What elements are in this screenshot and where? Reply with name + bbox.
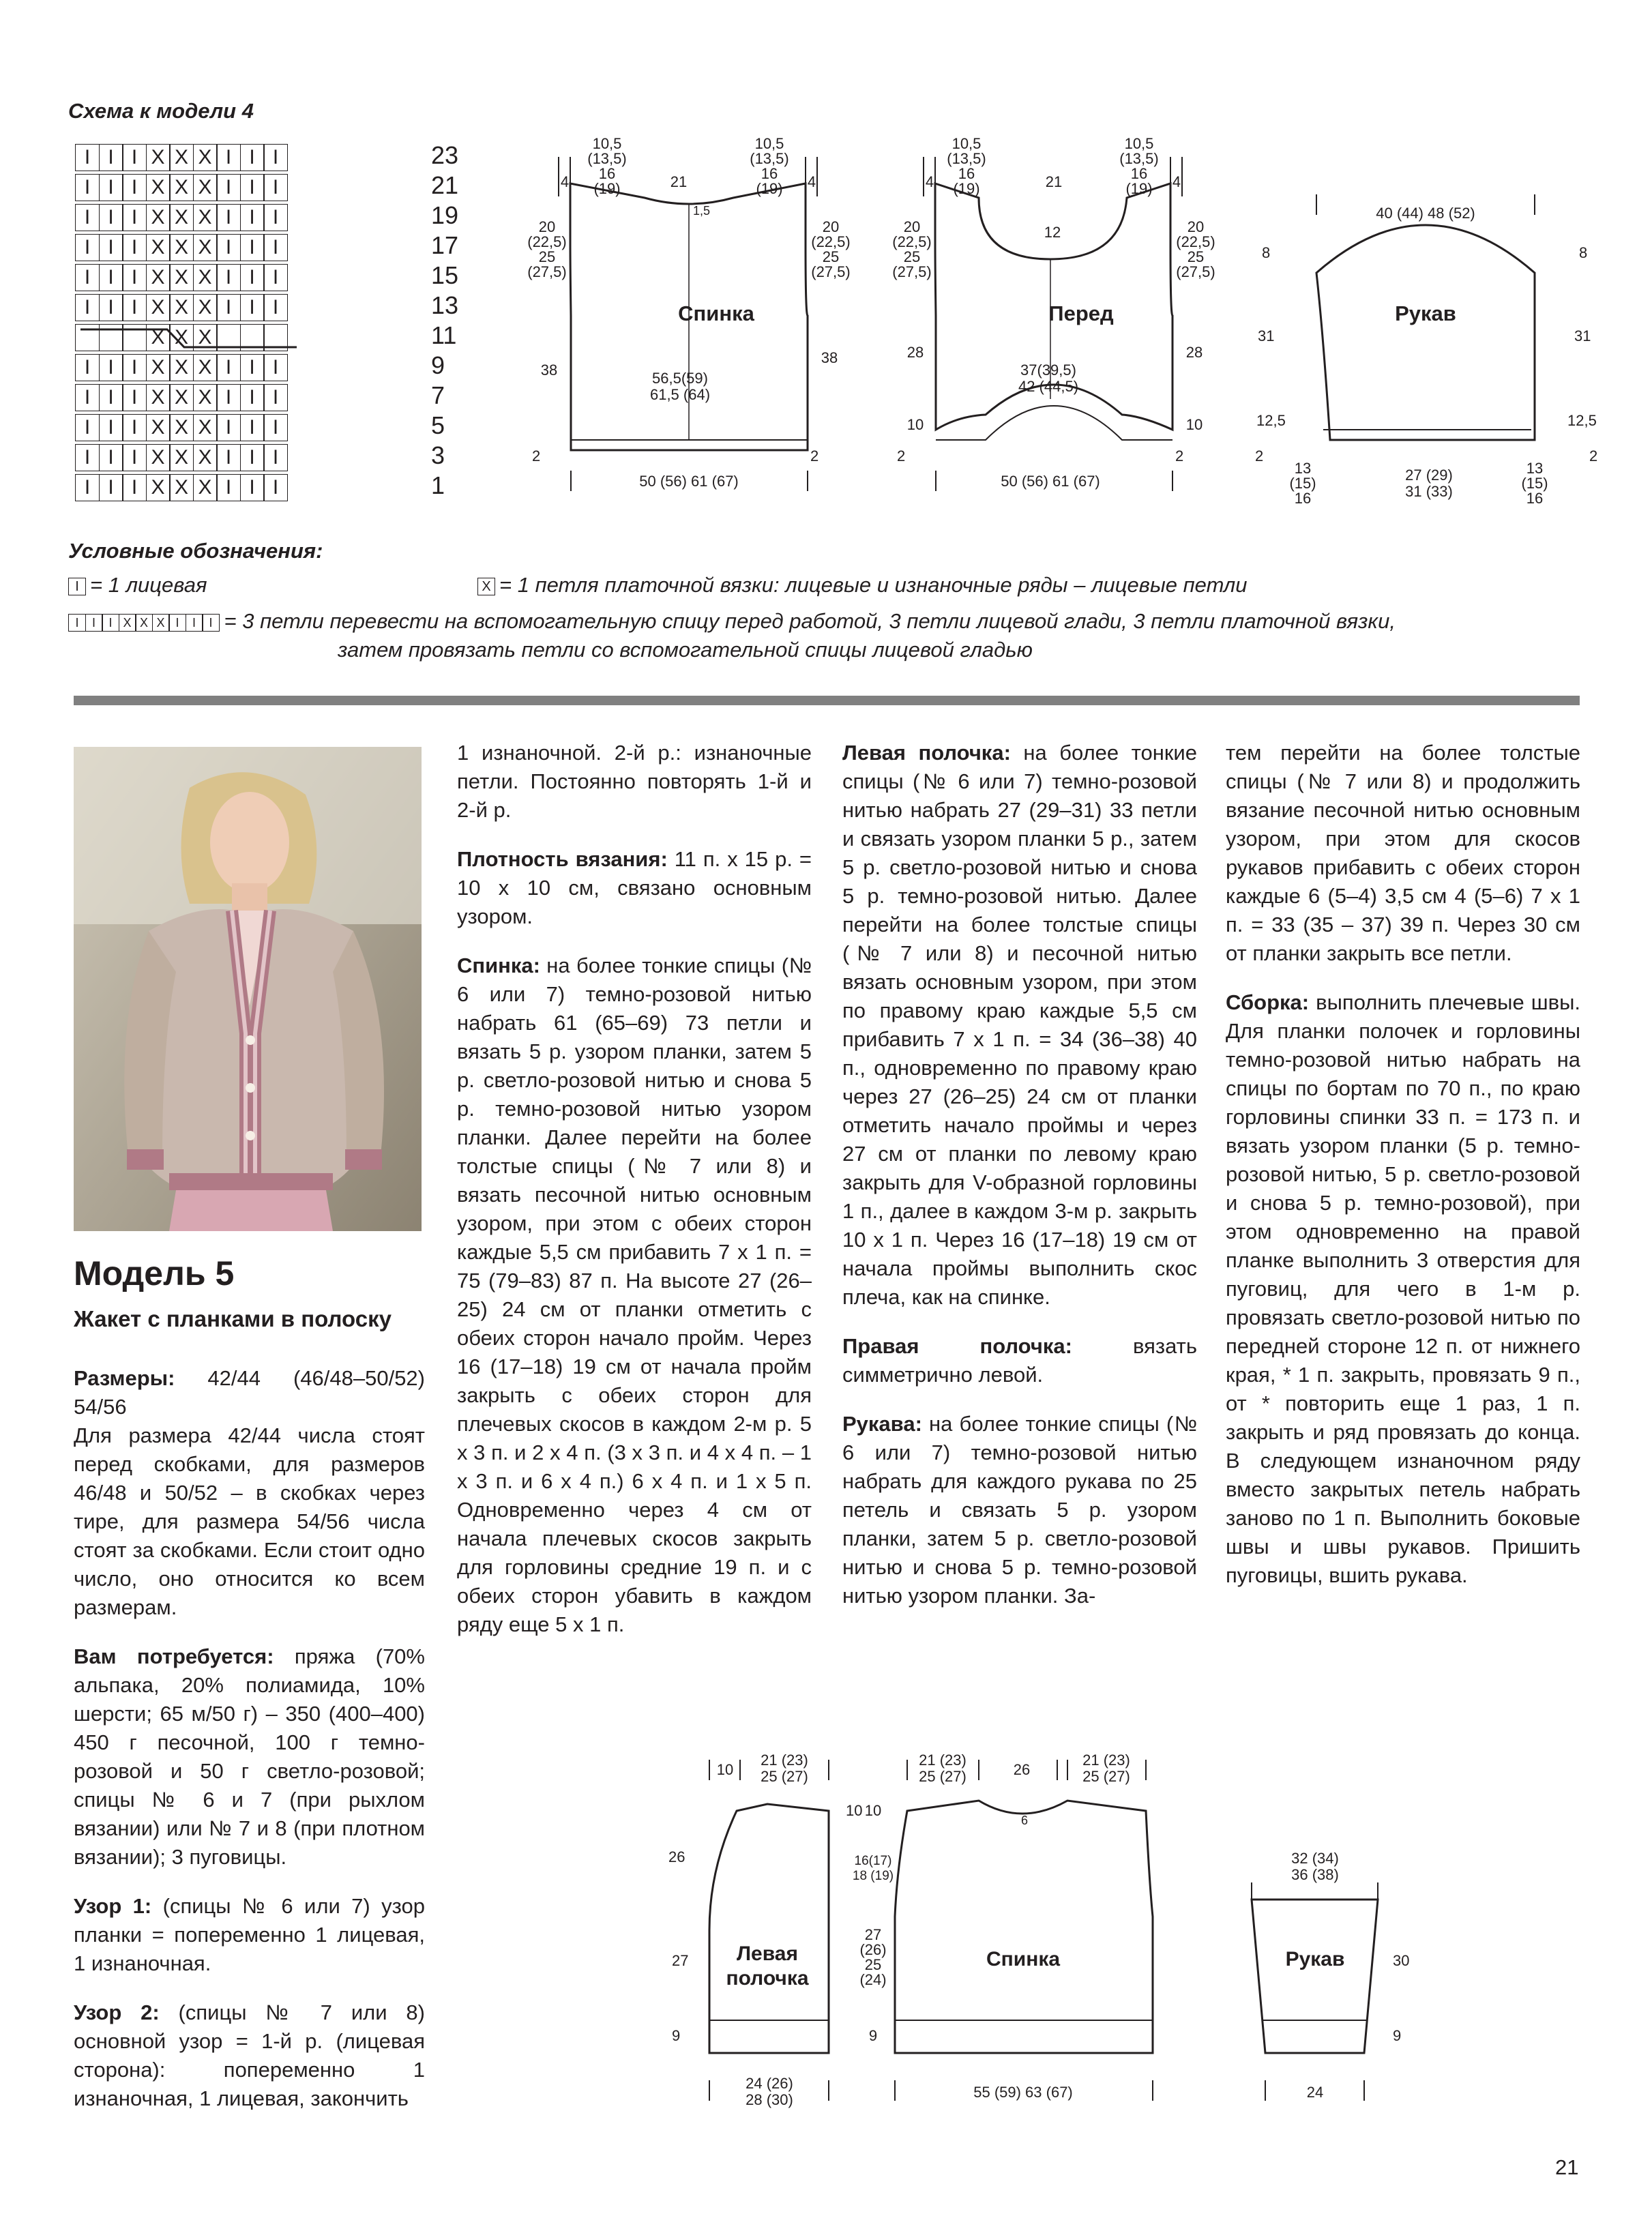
chart-cell: X xyxy=(193,204,218,231)
back5-title: Спинка xyxy=(986,1948,1061,1970)
chart-cell: I xyxy=(122,294,147,321)
back4-arm-r3: 25 xyxy=(822,248,840,265)
front4-mid-2: 42 (44,5) xyxy=(1018,378,1079,395)
chart-row-label: 19 xyxy=(431,201,459,229)
legend-strip-cell: I xyxy=(102,614,119,632)
chart-cell: I xyxy=(75,294,100,321)
chart-cell: I xyxy=(122,264,147,291)
chart-cell: X xyxy=(169,144,194,171)
chart-cell: I xyxy=(122,144,147,171)
chart-row-label: 21 xyxy=(431,171,459,199)
chart-cell: I xyxy=(122,384,147,411)
chart-cell: X xyxy=(193,294,218,321)
chart-row xyxy=(75,294,287,324)
legend-strip-cell: I xyxy=(85,614,103,632)
chart-cell: X xyxy=(146,264,171,291)
chart-cell: X xyxy=(169,234,194,261)
legend-cable xyxy=(68,609,1396,634)
back4-shoulder-1: 10,5 xyxy=(592,135,622,152)
back4-arm-3: 25 xyxy=(538,248,556,265)
front4-arm-3: 25 xyxy=(903,248,921,265)
front4-shoulder-3: 16 xyxy=(958,165,975,182)
back4-side-l: 38 xyxy=(540,361,558,379)
chart-cell: X xyxy=(193,414,218,441)
chart-cell: I xyxy=(216,294,241,321)
model5-patterns xyxy=(655,1746,1446,2128)
chart-cell: I xyxy=(240,264,265,291)
pattern2-label: Узор 2: xyxy=(74,2000,160,2024)
pattern1-label: Узор 1: xyxy=(74,1894,152,1918)
back4-band-r: 2 xyxy=(810,447,819,464)
right-front-label: Правая полочка: xyxy=(842,1334,1072,1358)
chart-cell: X xyxy=(146,354,171,381)
front4-mid-1: 37(39,5) xyxy=(1020,361,1076,379)
sleeve5-band: 9 xyxy=(1393,2027,1402,2044)
lf5-top-w1: 21 (23) xyxy=(761,1752,808,1769)
cable-crossing-line xyxy=(75,324,300,354)
front4-shoulder-r1: 10,5 xyxy=(1124,135,1154,152)
legend-strip-cell: X xyxy=(135,614,153,632)
chart-cell: X xyxy=(146,474,171,501)
chart-cell: X xyxy=(169,414,194,441)
model5-subtitle: Жакет с планками в полоску xyxy=(74,1306,392,1331)
legend-garter xyxy=(477,573,1247,597)
model5-photo xyxy=(74,747,422,1231)
back4-shoulder-4: (19) xyxy=(593,180,621,197)
right-front-text: вязать симметрично левой. xyxy=(842,1334,1197,1387)
legend-strip-cell: I xyxy=(68,614,86,632)
chart-cell: I xyxy=(216,174,241,201)
chart-cell: I xyxy=(263,234,288,261)
need-text: пряжа (70% альпака, 20% полиамида, 10% шерсти; 65 м/50 г) – 350 (400–400) 450 г песочной, 100 г темно-розовой и 50 г светло-розовой; спицы № 6 и 7 (при рыхлом вязании) или № 7 и 8 (при плотном вязании); 3 пуговицы. xyxy=(74,1644,425,1869)
front4-arm-1: 20 xyxy=(903,218,921,235)
legend-cable-text-2: затем провязать петли со вспомогательной спицы лицевой гладью xyxy=(338,638,1033,662)
legend-strip-cell: X xyxy=(152,614,170,632)
chart-cell: X xyxy=(169,294,194,321)
chart-cell: I xyxy=(75,174,100,201)
sleeve4-bs-r1: 13 xyxy=(1526,460,1544,477)
front4-band-l: 2 xyxy=(897,447,906,464)
back-pattern-5 xyxy=(853,1752,1153,2101)
chart-cell: I xyxy=(122,414,147,441)
chart-cell: X xyxy=(146,234,171,261)
chart-cell: X xyxy=(193,234,218,261)
sleeve4-top: 40 (44) 48 (52) xyxy=(1376,205,1475,222)
front4-shoulder-r3: 16 xyxy=(1130,165,1148,182)
chart-cell: I xyxy=(99,204,123,231)
chart-cell: I xyxy=(240,174,265,201)
sizes-label: Размеры: xyxy=(74,1366,175,1390)
back5-neck-depth: 6 xyxy=(1020,1814,1029,1827)
pattern2-continuation: 1 изнаночной. 2-й р.: изнаночные петли. Постоянно повторять 1-й и 2-й р. xyxy=(457,741,812,822)
sleeve4-bm1: 27 (29) xyxy=(1405,467,1453,484)
chart-cell: I xyxy=(122,474,147,501)
front4-side-l: 28 xyxy=(906,344,924,361)
chart-cell: I xyxy=(216,264,241,291)
chart-row-label: 17 xyxy=(431,231,459,259)
legend-garter-text: = 1 петля платочной вязки: лицевые и изнаночные ряды – лицевые петли xyxy=(499,573,1248,597)
chart-cell: I xyxy=(216,204,241,231)
chart-cell: I xyxy=(75,144,100,171)
front4-shoulder-2: (13,5) xyxy=(947,150,986,167)
model5-title: Модель 5 xyxy=(74,1254,235,1292)
back5-bottom: 55 (59) 63 (67) xyxy=(973,2084,1073,2101)
chart-row-label: 11 xyxy=(431,321,457,349)
chart-cell: I xyxy=(240,234,265,261)
back5-side-2: (26) xyxy=(859,1941,887,1958)
chart-row xyxy=(75,414,287,444)
front4-shoulder-r4: (19) xyxy=(1125,180,1153,197)
front4-side-r: 28 xyxy=(1185,344,1203,361)
chart-row-label: 13 xyxy=(431,291,459,319)
back4-bottom: 50 (56) 61 (67) xyxy=(639,473,739,490)
chart-cell: X xyxy=(146,204,171,231)
chart-cell: X xyxy=(146,144,171,171)
chart-cell: I xyxy=(122,444,147,471)
sleeve5-bottom: 24 xyxy=(1306,2084,1324,2101)
density-label: Плотность вязания: xyxy=(457,847,668,871)
legend-knit-text: = 1 лицевая xyxy=(90,573,207,597)
chart-cell: X xyxy=(193,444,218,471)
back4-neck-width: 21 xyxy=(670,173,688,190)
knit-symbol: I xyxy=(68,578,86,595)
sleeve4-bm2: 31 (33) xyxy=(1405,483,1453,500)
chart-cell: I xyxy=(263,444,288,471)
need-label: Вам потребуется: xyxy=(74,1644,274,1668)
chart-row xyxy=(75,234,287,264)
knitting-chart xyxy=(75,141,459,504)
front4-drop-l: 4 xyxy=(925,173,934,190)
left-front-label: Левая полочка: xyxy=(842,741,1011,765)
chart-cell: X xyxy=(146,444,171,471)
text-column-2 xyxy=(457,739,812,1659)
lf5-side: 27 xyxy=(672,1952,689,1969)
chart-cell: X xyxy=(146,414,171,441)
legend-strip-cell: I xyxy=(168,614,186,632)
sleeve5-length: 30 xyxy=(1393,1952,1410,1969)
chart-cell: X xyxy=(146,324,171,351)
chart-cell: I xyxy=(122,354,147,381)
sleeve4-bs2: (15) xyxy=(1289,475,1316,492)
front4-arm-r2: (22,5) xyxy=(1176,233,1215,250)
front4-hem-r: 10 xyxy=(1185,416,1203,433)
chart-cell: I xyxy=(99,174,123,201)
text-column-1 xyxy=(74,1364,425,2133)
front4-shoulder-1: 10,5 xyxy=(952,135,982,152)
back4-mid-2: 61,5 (64) xyxy=(649,386,711,403)
sleeve4-len-r: 31 xyxy=(1574,327,1591,344)
chart-row-label: 7 xyxy=(431,381,445,409)
chart-cell: I xyxy=(122,234,147,261)
sleeve4-bs1: 13 xyxy=(1294,460,1312,477)
legend-cable-text-1: = 3 петли перевести на вспомогательную спицу перед работой, 3 петли лицевой глади, 3 петли платочной вязки, xyxy=(224,609,1396,633)
front4-arm-2: (22,5) xyxy=(892,233,932,250)
chart-cell: I xyxy=(75,354,100,381)
chart-cell: I xyxy=(99,264,123,291)
chart-cell: I xyxy=(75,384,100,411)
chart-cell: I xyxy=(216,144,241,171)
chart-cell: I xyxy=(263,174,288,201)
chart-cell: X xyxy=(169,324,194,351)
sleeve4-len-l: 31 xyxy=(1258,327,1275,344)
chart-cell: X xyxy=(169,174,194,201)
chart-row xyxy=(75,264,287,294)
chart-cell: I xyxy=(240,444,265,471)
back-text: на более тонкие спицы (№ 6 или 7) темно-розовой нитью набрать 61 (65–69) 73 петли и вязать 5 р. узором планки, затем 5 р. светло-розовой нитью и снова 5 р. темно-розовой нитью узором планки. Далее перейти на более толстые спицы (№ 7 или 8) и вязать песочной нитью основным узором, при этом с обеих сторон каждые 5,5 см прибавить 7 х 1 п. = 75 (79–83) 87 п. На высоте 27 (26–25) 24 см от планки отметить с обеих сторон начало пройм. Через 16 (17–18) 19 см от начала пройм закрыть с обеих сторон для плечевых скосов в каждом 2-м р. 5 х 3 п. и 2 х 4 п. (3 х 3 п. и 4 х 4 п. – 1 х 3 п. и 6 х 4 п.) 6 х 4 п. и 1 х 5 п. Одновременно через 4 см от начала плечевых скосов закрыть для горловины средние 19 п. и с обеих сторон убавить в каждом ряду еще 5 х 1 п. xyxy=(457,954,812,1636)
chart-row-label: 5 xyxy=(431,411,445,439)
chart-cell: I xyxy=(263,414,288,441)
lf5-top-side: 10 xyxy=(716,1761,734,1778)
back5-band: 9 xyxy=(868,2027,878,2044)
sleeves-label: Рукава: xyxy=(842,1412,922,1436)
back4-shoulder-3: 16 xyxy=(598,165,616,182)
chart-cell: I xyxy=(99,384,123,411)
lf5-shoulder: 10 xyxy=(846,1802,863,1819)
chart-cell: I xyxy=(263,474,288,501)
chart-cell: I xyxy=(99,234,123,261)
front4-band-r: 2 xyxy=(1175,447,1184,464)
chart-cell: I xyxy=(75,264,100,291)
back5-arm-1: 16(17) xyxy=(854,1854,892,1868)
density-text: 11 п. х 15 р. = 10 х 10 см, связано основным узором. xyxy=(457,847,812,928)
chart-cell: X xyxy=(169,264,194,291)
back4-mid-1: 56,5(59) xyxy=(652,370,708,387)
chart-row xyxy=(75,144,287,174)
sleeve4-cap-r: 8 xyxy=(1579,244,1588,261)
chart-cell: X xyxy=(193,144,218,171)
chart-cell: I xyxy=(75,204,100,231)
left-front-text: на более тонкие спицы (№ 6 или 7) темно-розовой нитью набрать 27 (29–31) 33 петли и связать узором планки 5 р., затем 5 р. светло-розовой нитью и снова 5 р. темно-розовой нитью. Далее перейти на более толстые спицы (№ 7 или 8) и песочной нитью вязать основным узором, при этом по правому краю каждые 5,5 см прибавить 7 х 1 п. = 34 (36–38) 40 п., одновременно по правому краю через 27 (26–25) 24 см от планки отметить начало проймы и через 27 см от планки по левому краю закрыть для V-образной горловины 1 п., далее в каждом 3-м р. закрыть 10 х 1 п. Через 16 (17–18) 19 см от начала проймы выполнить скос плеча, как на спинке. xyxy=(842,741,1197,1309)
chart-row-label: 23 xyxy=(431,141,459,169)
chart-cell: I xyxy=(75,414,100,441)
model5-photo-illustration xyxy=(74,747,422,1231)
lf5-title-2: полочка xyxy=(726,1967,809,1990)
back4-drop-l: 4 xyxy=(560,173,570,190)
front4-title: Перед xyxy=(1048,301,1114,325)
lf5-band: 9 xyxy=(672,2027,681,2044)
sizes-text: 42/44 (46/48–50/52) 54/56 xyxy=(74,1366,425,1419)
sleeve-pattern-5 xyxy=(1252,1850,1409,2101)
back4-neck-depth: 1,5 xyxy=(693,204,711,218)
chart-cell: I xyxy=(75,234,100,261)
chart-cell: X xyxy=(193,354,218,381)
sizes-note: Для размера 42/44 числа стоят перед скобками, для размеров 46/48 и 50/52 – в скобках через тире, для размера 54/56 числа стоят за скобками. Если стоит одно число, оно относится ко всем размерам. xyxy=(74,1423,425,1619)
page-number: 21 xyxy=(1555,2155,1579,2179)
chart-cell: I xyxy=(216,414,241,441)
chart-cell: I xyxy=(216,384,241,411)
chart-cell: X xyxy=(146,174,171,201)
back5-shoulder-l2: 25 (27) xyxy=(919,1768,967,1785)
front-pattern-4 xyxy=(892,135,1215,491)
chart-cell: X xyxy=(193,174,218,201)
garter-symbol: X xyxy=(477,578,495,595)
chart-cell: I xyxy=(240,294,265,321)
sleeves-continuation: тем перейти на более толстые спицы (№ 7 или 8) и продолжить вязание песочной нитью основным узором, при этом для скосов рукавов прибавить с обеих сторон каждые 6 (5–4) 3,5 см 4 (5–6) 7 х 1 п. = 33 (35 – 37) 39 п. Через 30 см от планки закрыть все петли. xyxy=(1226,741,1580,965)
chart-cell: I xyxy=(240,474,265,501)
front4-neck-depth: 12 xyxy=(1044,224,1061,241)
front4-neck-width: 21 xyxy=(1045,173,1063,190)
back4-arm-r1: 20 xyxy=(822,218,840,235)
front4-bottom: 50 (56) 61 (67) xyxy=(1001,473,1100,490)
pattern1-text: (спицы № 6 или 7) узор планки = попеременно 1 лицевая, 1 изнаночная. xyxy=(74,1894,425,1975)
chart-row xyxy=(75,474,287,504)
back4-shoulder-r4: (19) xyxy=(756,180,783,197)
back5-side-1: 27 xyxy=(864,1926,882,1943)
back5-side-3: 25 xyxy=(864,1956,882,1973)
back4-arm-2: (22,5) xyxy=(527,233,567,250)
chart-cell: I xyxy=(122,174,147,201)
assembly-label: Сборка: xyxy=(1226,990,1310,1014)
chart-cell: I xyxy=(99,474,123,501)
back5-shoulder-l1: 21 (23) xyxy=(919,1752,967,1769)
chart-cell: I xyxy=(240,414,265,441)
sleeve5-top-1: 32 (34) xyxy=(1291,1850,1339,1867)
chart-cell: I xyxy=(75,444,100,471)
chart-cell: I xyxy=(240,384,265,411)
front4-arm-r4: (27,5) xyxy=(1176,263,1215,280)
chart-cell: X xyxy=(146,384,171,411)
chart-row xyxy=(75,444,287,474)
chart-cell: X xyxy=(193,474,218,501)
chart-row xyxy=(75,384,287,414)
front4-arm-4: (27,5) xyxy=(892,263,932,280)
chart-cell: X xyxy=(193,324,218,351)
back4-shoulder-r1: 10,5 xyxy=(754,135,784,152)
chart-cell: X xyxy=(169,204,194,231)
back5-side-4: (24) xyxy=(859,1971,887,1988)
back5-shoulder-r2: 25 (27) xyxy=(1082,1768,1130,1785)
sleeve4-band-r: 2 xyxy=(1589,447,1598,464)
front4-arm-r1: 20 xyxy=(1187,218,1205,235)
chart-cell: I xyxy=(216,444,241,471)
front4-shoulder-r2: (13,5) xyxy=(1119,150,1159,167)
chart-row xyxy=(75,354,287,384)
sleeve4-bs3: 16 xyxy=(1294,490,1312,507)
chart-cell: I xyxy=(122,204,147,231)
chart-cell: X xyxy=(193,384,218,411)
chart-cell: I xyxy=(263,264,288,291)
front4-hem-l: 10 xyxy=(906,416,924,433)
legend-title: Условные обозначения: xyxy=(68,539,323,563)
back4-side-r: 38 xyxy=(821,349,838,366)
legend-strip-cell: I xyxy=(186,614,203,632)
section-divider xyxy=(74,696,1580,705)
legend-strip-cell: X xyxy=(119,614,136,632)
back4-arm-4: (27,5) xyxy=(527,263,567,280)
back4-arm-r4: (27,5) xyxy=(811,263,851,280)
lf5-top-w2: 25 (27) xyxy=(761,1768,808,1785)
chart-cell: I xyxy=(240,204,265,231)
front4-shoulder-4: (19) xyxy=(953,180,980,197)
chart-row xyxy=(75,204,287,234)
lf5-bottom-2: 28 (30) xyxy=(746,2091,793,2108)
chart-row xyxy=(75,174,287,204)
chart-cell: X xyxy=(193,264,218,291)
chart-cell: I xyxy=(263,354,288,381)
chart-cell: I xyxy=(99,354,123,381)
lf5-title-1: Левая xyxy=(737,1942,798,1965)
scheme-caption: Схема к модели 4 xyxy=(68,99,254,123)
chart-cell: X xyxy=(169,384,194,411)
sleeve4-band-l: 2 xyxy=(1255,447,1264,464)
pattern2-text: (спицы № 7 или 8) основной узор = 1-й р. (лицевая сторона): попеременно 1 изнаночная, 1 лицевая, закончить xyxy=(74,2000,425,2110)
chart-cell: I xyxy=(263,204,288,231)
chart-cell: I xyxy=(99,294,123,321)
sleeve4-bs-r3: 16 xyxy=(1526,490,1544,507)
chart-cell: X xyxy=(169,474,194,501)
assembly-text: выполнить плечевые швы. Для планки полочек и горловины темно-розовой нитью набрать на спицы по бортам по 70 п., по краю горловины спинки 33 п. = 173 п. и вязать узором планки (5 р. темно-розовой нитью, 5 р. светло-розовой и снова 5 р. темно-розовой), при этом одновременно на правой планке выполнить 3 отверстия для пуговиц, для чего в 1-м р. провязать светло-розовой нитью по передней стороне 12 п. от нижнего края, * 1 п. закрыть, провязать 9 п., от * повторить еще 1 раз, 1 п. закрыть и ряд провязать до конца. В следующем изнаночном ряду вместо закрытых петель набрать заново по 1 п. Выполнить боковые швы и швы рукавов. Пришить пуговицы, вшить рукава. xyxy=(1226,990,1580,1587)
back4-arm-1: 20 xyxy=(538,218,556,235)
back4-band-l: 2 xyxy=(532,447,541,464)
back4-arm-r2: (22,5) xyxy=(811,233,851,250)
chart-cell: I xyxy=(240,144,265,171)
chart-cell: I xyxy=(263,144,288,171)
chart-cell: I xyxy=(99,444,123,471)
sleeves-text: на более тонкие спицы (№ 6 или 7) темно-розовой нитью набрать для каждого рукава по 25 петель и связать 5 р. узором планки, затем 5 р. светло-розовой нитью и снова 5 р. темно-розовой нитью узором планки. За- xyxy=(842,1412,1197,1608)
chart-cell: I xyxy=(99,144,123,171)
lf5-bottom-1: 24 (26) xyxy=(746,2075,793,2092)
back4-drop-r: 4 xyxy=(807,173,816,190)
left-front-pattern-5 xyxy=(668,1752,862,2108)
sleeve4-cuff-l: 12,5 xyxy=(1256,412,1286,429)
chart-row-label: 1 xyxy=(431,471,445,499)
chart-cell: I xyxy=(75,474,100,501)
back4-title: Спинка xyxy=(678,301,754,325)
chart-row-label: 3 xyxy=(431,441,445,469)
chart-cell: I xyxy=(216,234,241,261)
back5-neck: 26 xyxy=(1013,1761,1031,1778)
text-column-3 xyxy=(842,739,1197,1631)
back5-drop: 10 xyxy=(864,1802,882,1819)
lf5-armhole: 26 xyxy=(668,1848,685,1865)
sleeve5-title: Рукав xyxy=(1285,1948,1345,1970)
back5-shoulder-r1: 21 (23) xyxy=(1082,1752,1130,1769)
chart-cell: I xyxy=(99,414,123,441)
model4-patterns xyxy=(512,130,1598,525)
chart-cell: I xyxy=(216,354,241,381)
back5-arm-2: 18 (19) xyxy=(852,1869,894,1883)
chart-row-label: 9 xyxy=(431,351,445,379)
sleeve4-cuff-r: 12,5 xyxy=(1567,412,1597,429)
back4-shoulder-r2: (13,5) xyxy=(750,150,789,167)
text-column-4 xyxy=(1226,739,1580,1610)
chart-cell: I xyxy=(240,354,265,381)
sleeve4-title: Рукав xyxy=(1395,301,1456,325)
chart-cell: I xyxy=(216,474,241,501)
sleeve4-bs-r2: (15) xyxy=(1521,475,1548,492)
chart-cell: I xyxy=(263,384,288,411)
sleeve-pattern-4 xyxy=(1255,194,1597,507)
chart-cell: X xyxy=(146,294,171,321)
front4-arm-r3: 25 xyxy=(1187,248,1205,265)
back-pattern-4 xyxy=(527,135,850,491)
cable-symbol xyxy=(68,614,219,632)
legend-strip-cell: I xyxy=(202,614,220,632)
back4-shoulder-2: (13,5) xyxy=(587,150,627,167)
legend-knit xyxy=(68,573,207,597)
chart-cell: I xyxy=(263,294,288,321)
sleeve5-top-2: 36 (38) xyxy=(1291,1866,1339,1883)
chart-cell: X xyxy=(169,444,194,471)
sleeve4-cap-l: 8 xyxy=(1262,244,1271,261)
back-label: Спинка: xyxy=(457,954,540,977)
chart-cell: X xyxy=(169,354,194,381)
back4-shoulder-r3: 16 xyxy=(761,165,778,182)
chart-row-label: 15 xyxy=(431,261,459,289)
front4-drop-r: 4 xyxy=(1172,173,1181,190)
